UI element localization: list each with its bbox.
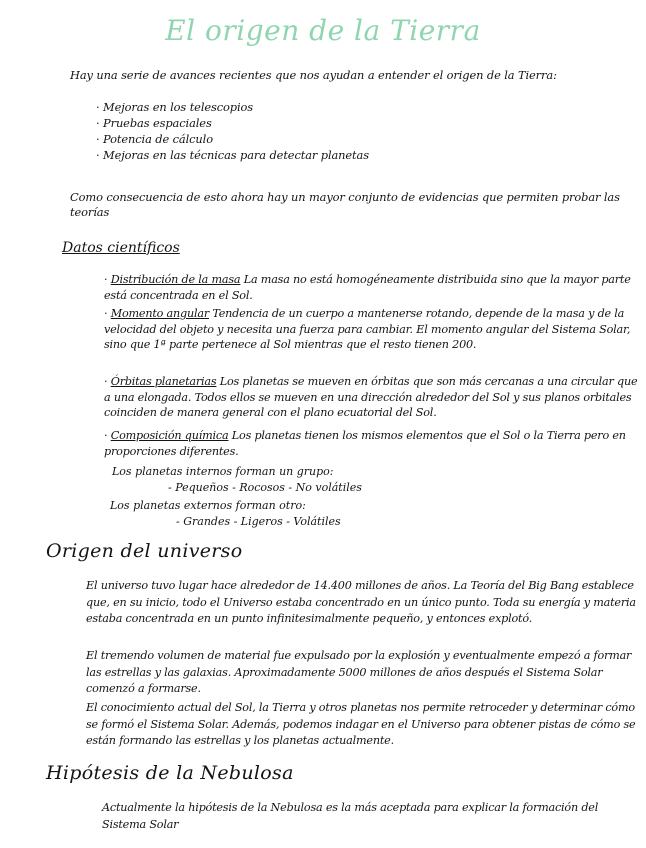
nebulosa-paragraph: Actualmente la hipótesis de la Nebulosa es la más aceptada para explicar la formación del Sistema Solar <box>102 801 599 831</box>
datos-item-composicion: · Composición química Los planetas tienen los mismos elementos que el Sol o la Tierra pero en proporciones diferentes. <box>104 429 626 458</box>
internos-items: - Pequeños - Rocosos - No volátiles <box>168 481 362 494</box>
externos-label: Los planetas externos forman otro: <box>110 499 306 512</box>
datos-item-momento: · Momento angular Tendencia de un cuerpo a mantenerse rotando, depende de la masa y de la velocidad del objeto y necesita una fuerza para cambiar. El momento angular del Sistema Solar, sino que 1ª parte pertenece al Sol mientras que el resto tienen 200. <box>104 307 631 351</box>
datos-text: Los planetas tienen los mismos elementos que el Sol o la Tierra pero en proporciones diferentes. <box>104 429 626 458</box>
intro-paragraph: Hay una serie de avances recientes que nos ayudan a entender el origen de la Tierra: <box>70 68 557 82</box>
origen-paragraph-3: El conocimiento actual del Sol, la Tierra y otros planetas nos permite retroceder y determinar cómo se formó el Sistema Solar. Además, podemos indagar en el Universo para obtener pistas de cómo se están formando las estrellas y los planetas actualmente. <box>86 701 636 747</box>
consequence-paragraph: Como consecuencia de esto ahora hay un mayor conjunto de evidencias que permiten probar las teorías <box>70 190 620 219</box>
datos-heading: Datos científicos <box>62 240 180 256</box>
externos-items: - Grandes - Ligeros - Volátiles <box>176 515 341 528</box>
origen-paragraph-1: El universo tuvo lugar hace alrededor de 14.400 millones de años. La Teoría del Big Bang establece que, en su inicio, todo el Universo estaba concentrado en un único punto. Toda su energía y materia estaba concentrada en un punto infinitesimalmente pequeño, y entonces explotó. <box>86 579 636 625</box>
internos-label: Los planetas internos forman un grupo: <box>112 465 334 478</box>
datos-term: Momento angular <box>110 307 209 320</box>
datos-text: La masa no está homogéneamente distribuida sino que la mayor parte está concentrada en el Sol. <box>104 273 631 302</box>
intro-bullet-4: · Mejoras en las técnicas para detectar planetas <box>96 148 369 162</box>
datos-item-orbitas: · Órbitas planetarias Los planetas se mueven en órbitas que son más cercanas a una circular que a una elongada. Todos ellos se mueven en una dirección alrededor del Sol y sus planos orbitales coinciden de manera general con el plano ecuatorial del Sol. <box>104 375 638 419</box>
datos-term: Distribución de la masa <box>110 273 241 286</box>
origen-paragraph-2: El tremendo volumen de material fue expulsado por la explosión y eventualmente empezó a formar las estrellas y las galaxias. Aproximadamente 5000 millones de años después el Sistema Solar comenzó a formarse. <box>86 649 632 695</box>
origen-heading: Origen del universo <box>46 540 243 562</box>
nebulosa-heading: Hipótesis de la Nebulosa <box>46 762 294 784</box>
datos-term: Órbitas planetarias <box>110 375 217 388</box>
intro-bullet-3: · Potencia de cálculo <box>96 132 213 146</box>
page-title: El origen de la Tierra <box>165 14 481 47</box>
datos-text: Tendencia de un cuerpo a mantenerse rotando, depende de la masa y de la velocidad del objeto y necesita una fuerza para cambiar. El momento angular del Sistema Solar, sino que 1ª parte pertenece al Sol mientras que el resto tienen 200. <box>104 307 631 351</box>
intro-bullet-1: · Mejoras en los telescopios <box>96 100 254 114</box>
datos-term: Composición química <box>110 429 229 442</box>
datos-text: Los planetas se mueven en órbitas que son más cercanas a una circular que a una elongada. Todos ellos se mueven en una dirección alrededor del Sol y sus planos orbitales coinciden de manera general con el plano ecuatorial del Sol. <box>104 375 638 419</box>
datos-item-distribucion: · Distribución de la masa La masa no está homogéneamente distribuida sino que la mayor parte está concentrada en el Sol. <box>104 273 631 302</box>
intro-bullet-2: · Pruebas espaciales <box>96 116 212 130</box>
